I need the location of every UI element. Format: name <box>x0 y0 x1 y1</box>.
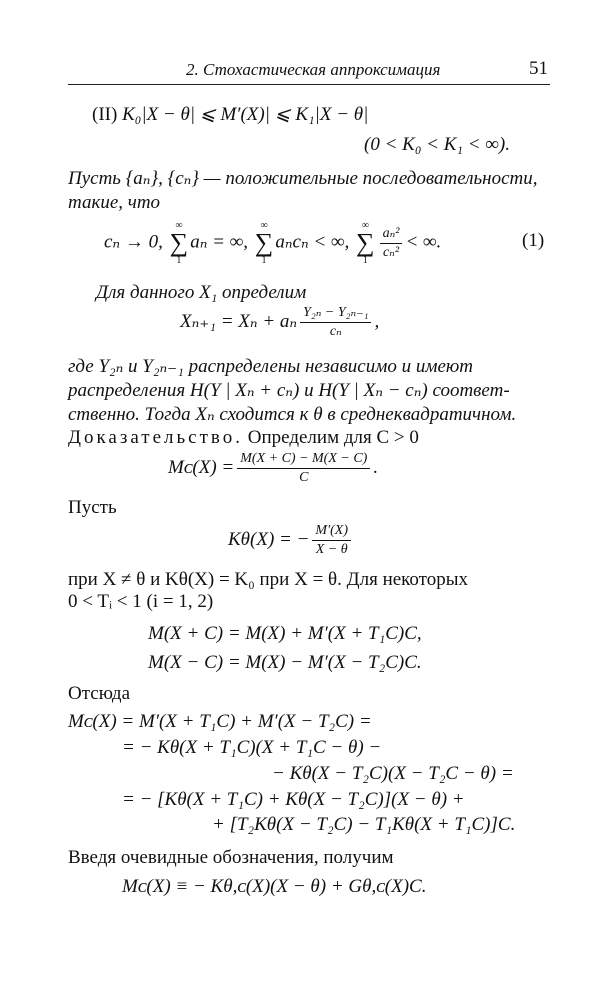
eq2-lhs: Xₙ₊₁ = Xₙ + aₙ <box>180 311 298 332</box>
section-title: 2. Стохастическая аппроксимация <box>186 60 441 79</box>
eq1-frac-num: aₙ² <box>380 225 403 244</box>
eq3-end: . <box>373 457 379 478</box>
para-when-line2: 0 < Tᵢ < 1 (i = 1, 2) <box>68 591 214 612</box>
eq4-frac-den: X − θ <box>315 542 348 558</box>
eq1-limit: cₙ → 0, <box>104 231 163 253</box>
equation-ktheta <box>228 520 354 560</box>
proof-line <box>68 426 419 450</box>
para-distrib-line3: ственно. Тогда Xₙ сходится к θ в среднеквадратичном. <box>68 404 517 425</box>
sum-symbol-2: ∞ ∑ 1 <box>254 220 274 266</box>
sum2-lower: 1 <box>261 255 267 266</box>
page-number: 51 <box>529 58 548 79</box>
para-distrib-line2: распределения H(Y | Xₙ + cₙ) и H(Y | Xₙ − cₙ) соответ- <box>68 380 510 401</box>
condition-range <box>364 133 510 157</box>
eq3-fraction <box>237 450 370 487</box>
para-sequences-line2: такие, что <box>68 192 161 213</box>
equation-mc-expand-3: − Kθ(X − T₂C)(X − T₂C − θ) = <box>272 763 514 784</box>
hence-word: Отсюда <box>68 683 131 704</box>
para-when-line1: при X ≠ θ и Kθ(X) = K₀ при X = θ. Для некоторых <box>68 569 469 590</box>
para-distrib-line1: где Y₂ₙ и Y₂ₙ₋₁ распределены независимо и имеют <box>68 356 474 377</box>
para-notation: Введя очевидные обозначения, получим <box>68 847 394 868</box>
eq1-frac-den: cₙ² <box>382 244 400 260</box>
eq2-end: , <box>374 311 380 332</box>
condition-formula: K₀|X − θ| ⩽ M′(X)| ⩽ K₁|X − θ| <box>122 104 369 125</box>
eq1-term1: aₙ = ∞, <box>190 231 249 253</box>
condition-range-text: (0 < K₀ < K₁ < ∞). <box>364 134 510 155</box>
eq3-frac-num: M(X + C) − M(X − C) <box>237 450 370 469</box>
eq1-fraction <box>380 225 403 262</box>
para-sequences-line1: Пусть {aₙ}, {cₙ} — положительные последовательности, <box>68 168 538 189</box>
let-word: Пусть <box>68 497 117 518</box>
eq2-fraction <box>300 304 371 341</box>
equation-mc <box>168 448 378 488</box>
equation-taylor-1: M(X + C) = M(X) + M′(X + T₁C)C, <box>148 623 422 644</box>
eq2-frac-den: cₙ <box>329 324 342 340</box>
sum-symbol-1: ∞ ∑ 1 <box>169 220 189 266</box>
equation-mc-expand-1: Mᴄ(X) = M′(X + T₁C) + M′(X − T₂C) = <box>68 711 372 732</box>
sum1-lower: 1 <box>176 255 182 266</box>
sum3-upper: ∞ <box>361 220 369 231</box>
running-header <box>68 58 550 85</box>
eq1-term3: < ∞. <box>405 231 442 253</box>
proof-rest: Определим для C > 0 <box>243 427 419 448</box>
equation-mc-expand-4: = − [Kθ(X + T₁C) + Kθ(X − T₂C)](X − θ) + <box>122 789 465 810</box>
equation-recursion <box>180 304 379 341</box>
eq1-term2: aₙcₙ < ∞, <box>275 231 350 253</box>
equation-taylor-2: M(X − C) = M(X) − M′(X − T₂C)C. <box>148 652 422 673</box>
equation-1-label: (1) <box>522 230 545 251</box>
sum1-upper: ∞ <box>175 220 183 231</box>
eq4-lhs: Kθ(X) = − <box>228 529 310 550</box>
proof-word: Доказательство. <box>68 427 243 448</box>
eq4-frac-num: M′(X) <box>312 522 351 541</box>
eq2-frac-num: Y₂ₙ − Y₂ₙ₋₁ <box>300 304 371 323</box>
condition-ii <box>92 103 368 127</box>
condition-label: (II) <box>92 104 118 125</box>
equation-mc-expand-5: + [T₂Kθ(X − T₂C) − T₁Kθ(X + T₁C)]C. <box>212 814 516 835</box>
para-define: Для данного X₁ определим <box>96 282 307 303</box>
eq4-fraction <box>312 522 351 559</box>
equation-mc-expand-2: = − Kθ(X + T₁C)(X + T₁C − θ) − <box>122 737 382 758</box>
eq3-lhs: Mᴄ(X) = <box>168 457 235 478</box>
sum-symbol-3: ∞ ∑ 1 <box>356 220 375 266</box>
equation-1 <box>104 220 441 266</box>
sum3-lower: 1 <box>362 255 368 266</box>
equation-mc-final: Mᴄ(X) ≡ − Kθ,ᴄ(X)(X − θ) + Gθ,ᴄ(X)C. <box>122 876 427 897</box>
eq3-frac-den: C <box>299 470 309 486</box>
sum2-upper: ∞ <box>260 220 268 231</box>
